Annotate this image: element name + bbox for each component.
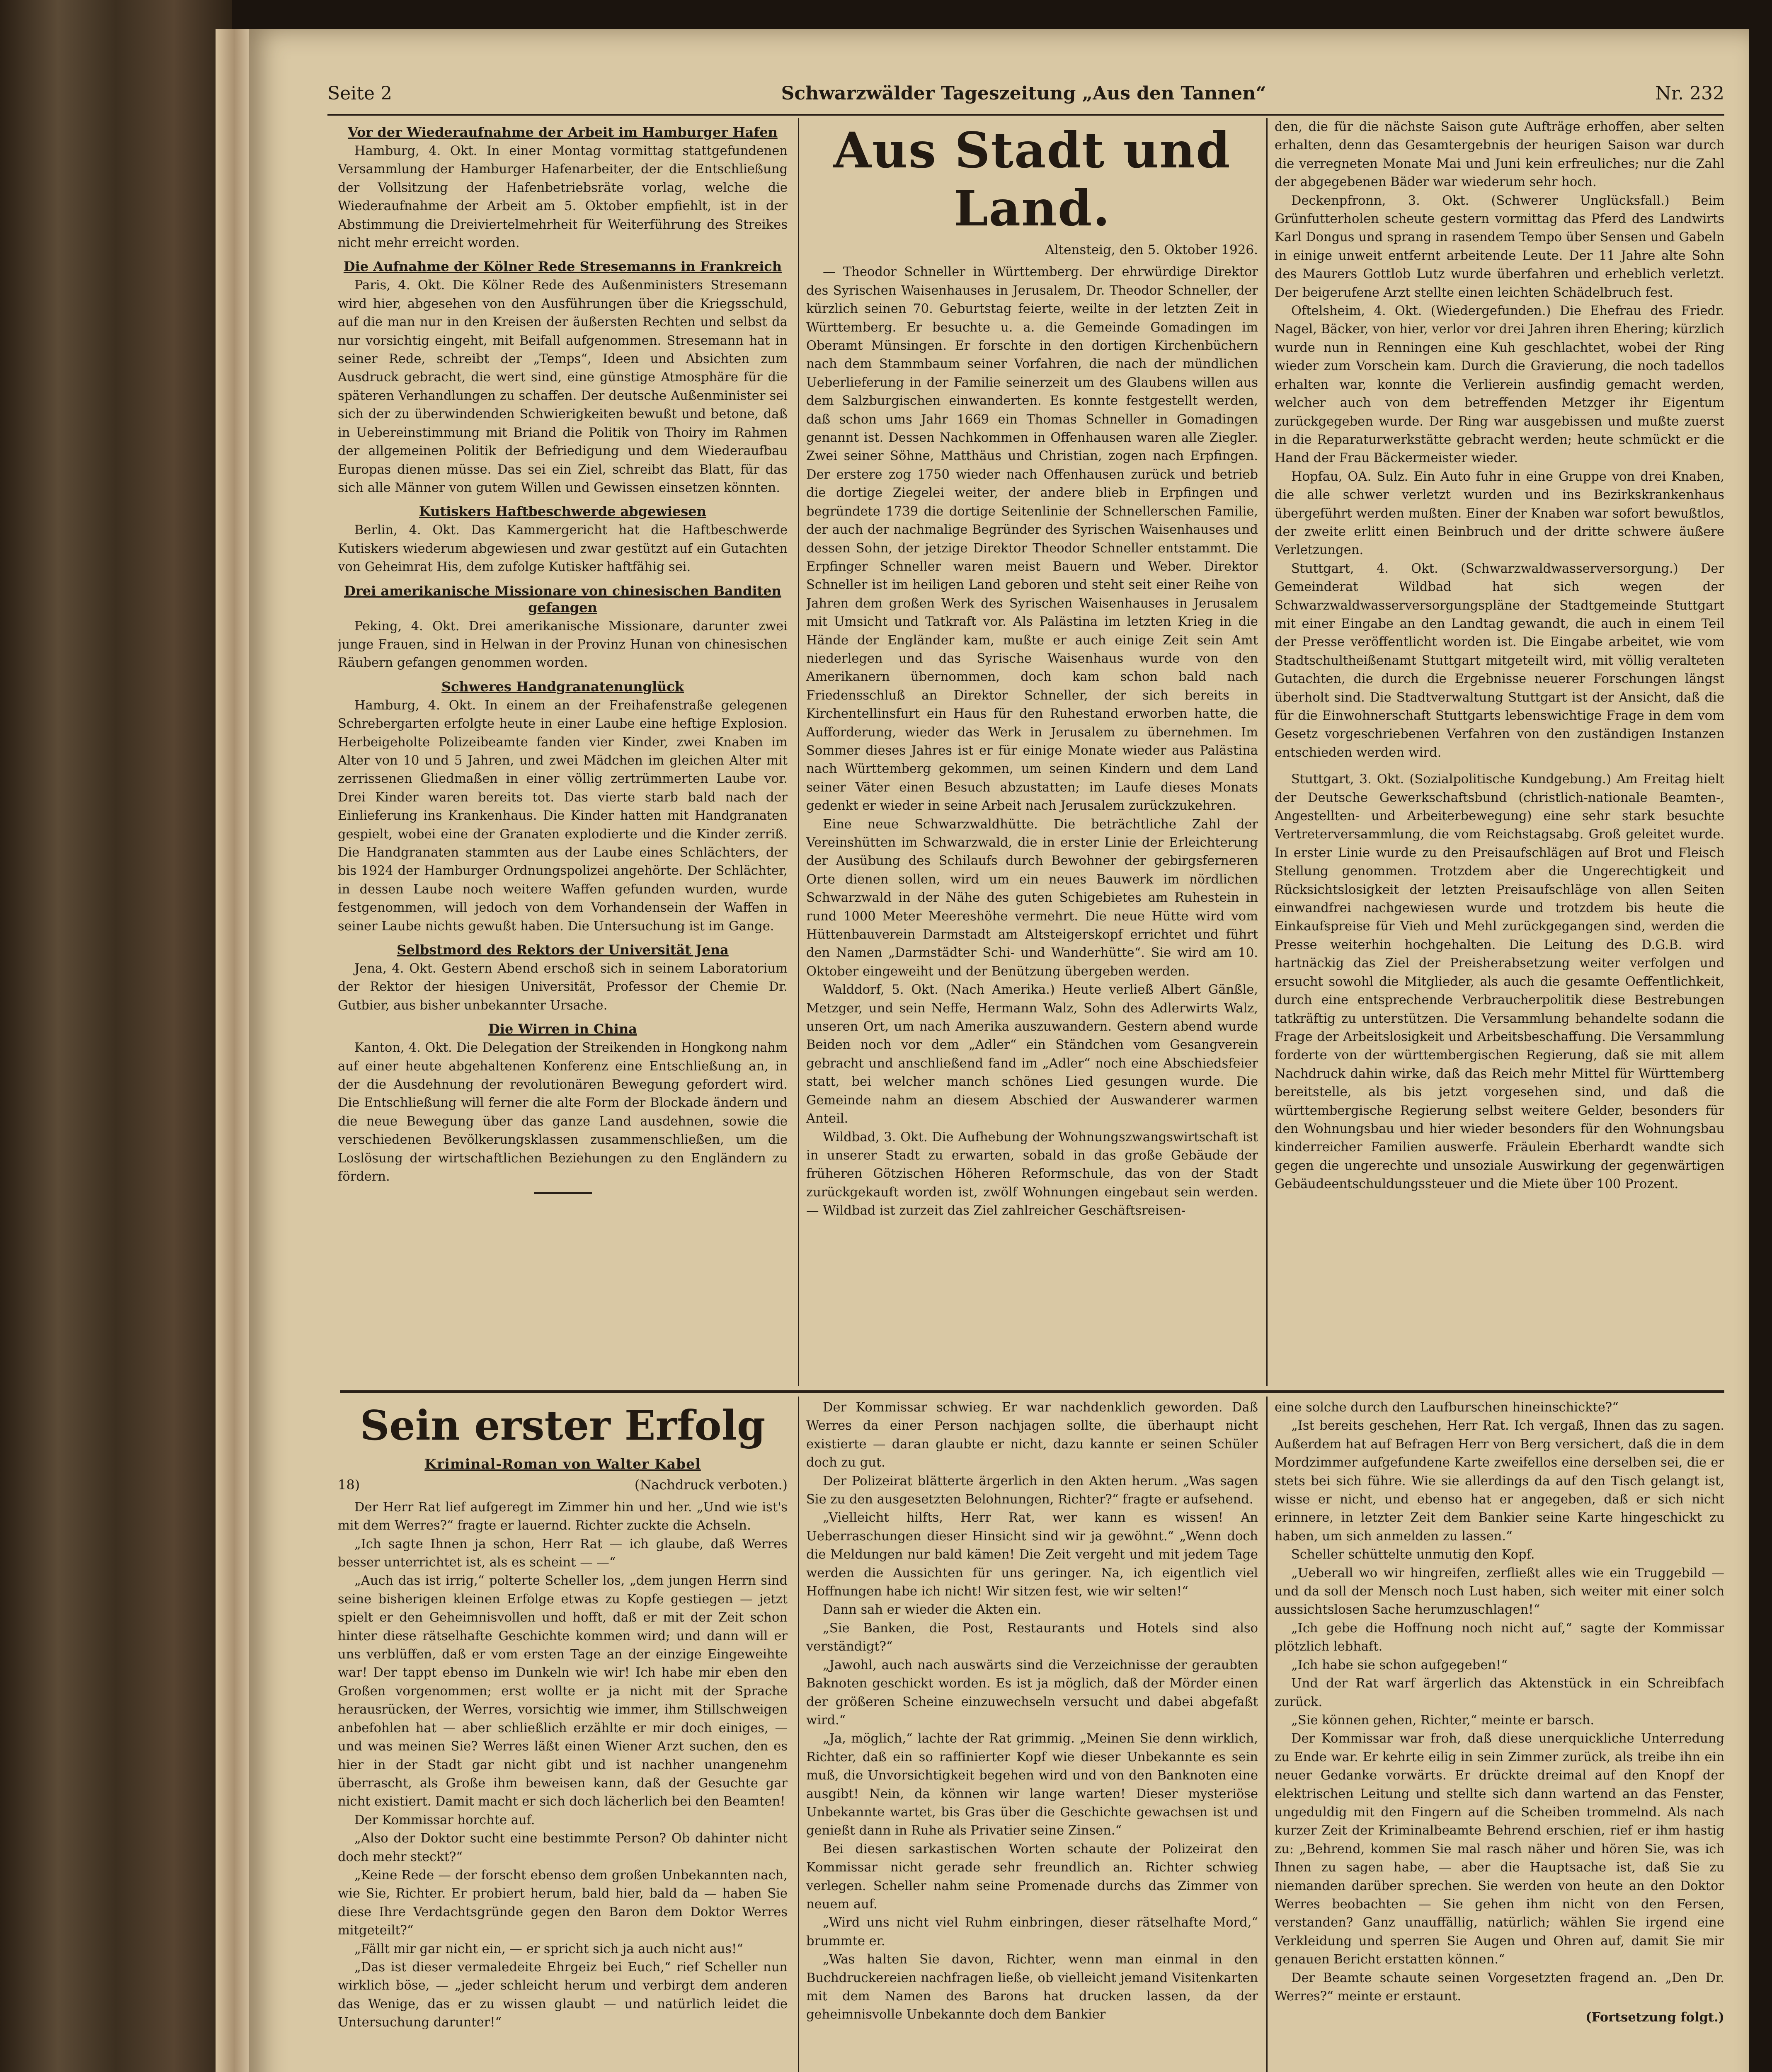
novel-paragraph: Dann sah er wieder die Akten ein. (823, 1602, 1042, 1617)
novel-paragraph: „Jawohl, auch nach auswärts sind die Verzeichnisse der geraubten Baknoten geschickt worden. Es ist ja möglich, daß der Mörder einen der größeren Scheine einzuwechseln versucht und dabei abgefaßt wird.“ (806, 1658, 1258, 1728)
novel-paragraph: Der Herr Rat lief aufgeregt im Zimmer hin und her. „Und wie ist's mit dem Werres?“ fragte er lauernd. Richter zuckte die Achseln. (338, 1500, 788, 1533)
article-text: Berlin, 4. Okt. Das Kammergericht hat die Haftbeschwerde Kutiskers wiederum abgewiesen und zwar gestützt auf ein Gutachten von Geheimrat His, dem zufolge Kutisker haftfähig sei. (338, 523, 788, 575)
novel-title: Sein erster Erfolg (360, 1402, 766, 1450)
novel-paragraph: eine solche durch den Laufburschen hineinschickte?“ (1275, 1400, 1619, 1415)
article-text: Deckenpfronn, 3. Okt. (Schwerer Unglücksfall.) Beim Grünfutterholen scheute gestern vormittag das Pferd des Landwirts Karl Dongus und sprang in rasendem Tempo über Sensen und Gabeln in einige unweit entfernt arbeitende Leute. Der 11 Jahre alte Sohn des Maurers Gottlob Lutz wurde überfahren und erheblich verletzt. Der beigerufene Arzt stellte einen leichten Schädelbruch fest. (1275, 193, 1724, 300)
novel-paragraph: „Ich sagte Ihnen ja schon, Herr Rat — ich glaube, daß Werres besser unterrichtet ist, als es scheint — —“ (338, 1537, 788, 1570)
news-column-2 (806, 118, 1258, 1386)
novel-paragraph: „Ich gebe die Hoffnung noch nicht auf,“ sagte der Kommissar plötzlich lebhaft. (1275, 1621, 1724, 1654)
novel-column-rule-2 (1266, 1397, 1268, 2072)
issue-number: Nr. 232 (1655, 82, 1724, 104)
installment-number: 18) (338, 1477, 360, 1493)
section-rule (340, 1390, 1724, 1393)
article-text: Wildbad, 3. Okt. Die Aufhebung der Wohnungszwangswirtschaft ist in unserer Stadt zu erwarten, sobald in das große Gebäude der früheren Götzischen Höheren Reformschule, das von der Stadt zurückgekauft worden ist, zwölf Wohnungen eingebaut sein werden. — Wildbad ist zurzeit das Ziel zahlreicher Geschäftsreisen- (806, 1130, 1258, 1218)
book-binding (0, 0, 232, 2072)
novel-paragraph: „Keine Rede — der forscht ebenso dem großen Unbekannten nach, wie Sie, Richter. Er probiert herum, bald hier, bald da — haben Sie diese Ihre Verdachtsgründe gegen den Baron dem Doktor Werres mitgeteilt?“ (338, 1868, 788, 1938)
novel-paragraph: Der Kommissar war froh, daß diese unerquickliche Unterredung zu Ende war. Er kehrte eilig in sein Zimmer zurück, als treibe ihn ein neuer Gedanke vorwärts. Er drückte dreimal auf den Knopf der elektrischen Leitung und stellte sich dann wartend an das Fenster, ungeduldig mit den Fingern auf die Scheiben trommelnd. Als nach kurzer Zeit der Kriminalbeamte Behrend erschien, rief er ihm hastig zu: „Behrend, kommen Sie mal rasch näher und hören Sie, was ich Ihnen zu sagen habe, — aber die Hauptsache ist, daß Sie zu niemanden darüber sprechen. Sie werden von heute an den Doktor Werres beobachten — Sie gehen ihm nicht von den Fersen, verstanden? Ganz unauffällig, natürlich; wählen Sie irgend eine Verkleidung und sperren Sie Augen und Ohren auf, damit Sie mir genauen Bericht erstatten können.“ (1275, 1731, 1724, 1967)
reprint-notice: (Nachdruck verboten.) (634, 1477, 788, 1493)
novel-paragraph: Scheller schüttelte unmutig den Kopf. (1291, 1547, 1535, 1562)
continuation-notice: (Fortsetzung folgt.) (1585, 2010, 1724, 2025)
novel-paragraph: Der Beamte schaute seinen Vorgesetzten fragend an. „Den Dr. Werres?“ meinte er erstaunt. (1275, 1970, 1724, 2004)
news-column-3 (1275, 118, 1724, 1386)
column-rule-2 (1266, 118, 1268, 1386)
dateline: Altensteig, den 5. Oktober 1926. (1045, 242, 1258, 257)
article-text: Walddorf, 5. Okt. (Nach Amerika.) Heute verließ Albert Gänßle, Metzger, und sein Neffe, Hermann Walz, Sohn des Adlerwirts Walz, unseren Ort, um nach Amerika auszuwandern. Gestern abend wurde Beiden noch vor dem „Adler“ ein Ständchen vom Gesangverein gebracht und anschließend fand im „Adler“ noch eine Abschiedsfeier statt, bei welcher manch schönes Lied gesungen wurde. Die Gemeinde nahm an diesem Abschied der Auswanderer warmen Anteil. (806, 983, 1258, 1126)
article-text: Hamburg, 4. Okt. In einer Montag vormittag stattgefundenen Versammlung der Hamburger Hafenarbeiter, der die Entschließung der Vollsitzung der Hafenbetriebsräte vorlag, welche die Wiederaufnahme der Arbeit am 5. Oktober empfiehlt, ist in der Abstimmung die Dreiviertelmehrheit für Weiterführung des Streikes nicht mehr erreicht worden. (338, 144, 788, 251)
article-headline: Selbstmord des Rektors der Universität Jena (397, 942, 729, 958)
novel-paragraph: „Das ist dieser vermaledeite Ehrgeiz bei Euch,“ rief Scheller nun wirklich böse, — „jeder schleicht herum und verbirgt dem anderen das Wenige, das er zu wissen glaubt — und natürlich leidet die Untersuchung darunter!“ (338, 1960, 788, 2030)
article-text: Oftelsheim, 4. Okt. (Wiedergefunden.) Die Ehefrau des Friedr. Nagel, Bäcker, von hier, verlor vor drei Jahren ihren Ehering; kürzlich wurde nun in Renningen eine Kuh geschlachtet, wobei der Ring wieder zum Vorschein kam. Durch die Gravierung, die noch tadellos erhalten war, konnte die Verlierein ausfindig gemacht werden, welcher auch von dem betreffenden Metzger ihr Eigentum zurückgegeben wurde. Der Ring war ausgebissen und mußte zuerst in die Reparaturwerkstätte gebracht werden; heute schmückt er die Hand der Frau Bäckermeister wieder. (1275, 304, 1724, 466)
article-text: Jena, 4. Okt. Gestern Abend erschoß sich in seinem Laboratorium der Rektor der hiesigen Universität, Professor der Chemie Dr. Gutbier, aus bisher unbekannter Ursache. (338, 961, 788, 1013)
novel-subtitle: Kriminal-Roman von Walter Kabel (424, 1456, 701, 1472)
novel-paragraph: „Also der Doktor sucht eine bestimmte Person? Ob dahinter nicht doch mehr steckt?“ (338, 1831, 788, 1864)
article-text: Paris, 4. Okt. Die Kölner Rede des Außenministers Stresemann wird hier, abgesehen von den Ausführungen über die Kriegsschuld, auf die man nur in den Kreisen der äußersten Rechten und selbst da nur vorsichtig eingeht, mit Beifall aufgenommen. Stresemann hat in seiner Rede, schreibt der „Temps“, Ideen und Absichten zum Ausdruck gebracht, die wert sind, eine günstige Atmosphäre für die späteren Verhandlungen zu schaffen. Der deutsche Außenminister sei sich der zu überwindenden Schwierigkeiten bewußt und betone, daß in Uebereinstimmung mit Briand die Politik von Thoiry im Rahmen der allgemeinen Politik der Befriedigung und dem Wiederaufbau Europas dienen müsse. Das sei ein Ziel, schreibt das Blatt, für das sich alle Männer von gutem Willen und Gewissen einsetzen könnten. (338, 278, 788, 495)
novel-column-3 (1275, 1399, 1724, 2072)
article-headline: Vor der Wiederaufnahme der Arbeit im Hamburger Hafen (348, 124, 778, 140)
novel-paragraph: Bei diesen sarkastischen Worten schaute der Polizeirat den Kommissar nicht gerade sehr freundlich an. Richter schwieg verlegen. Scheller nahm seine Promenade durchs das Zimmer von neuem auf. (806, 1842, 1258, 1912)
novel-paragraph: „Was halten Sie davon, Richter, wenn man einmal in den Buchdruckereien nachfragen ließe, ob vielleicht jemand Visitenkarten mit dem Namen des Barons hat drucken lassen, da der geheimnisvolle Unbekannte doch dem Bankier (806, 1952, 1258, 2022)
article-headline: Die Wirren in China (488, 1021, 637, 1037)
novel-paragraph: „Wird uns nicht viel Ruhm einbringen, dieser rätselhafte Mord,“ brummte er. (806, 1915, 1258, 1949)
novel-paragraph: „Fällt mir gar nicht ein, — er spricht sich ja auch nicht aus!“ (354, 1941, 743, 1956)
novel-paragraph: „Sie Banken, die Post, Restaurants und Hotels sind also verständigt?“ (806, 1621, 1258, 1654)
article-headline: Kutiskers Haftbeschwerde abgewiesen (419, 503, 707, 520)
novel-paragraph: „Ja, möglich,“ lachte der Rat grimmig. „Meinen Sie denn wirklich, Richter, daß ein so raffinierter Kopf wie dieser Unbekannte es sein muß, die Unvorsichtigkeit begehen wird und von den Banknoten eine ausgibt! Nein, da können wir lange warten! Dieser mysteriöse Unbekannte wartet, bis Gras über die Geschichte gewachsen ist und genießt dann in Ruhe als Privatier seine Zinsen.“ (806, 1731, 1258, 1838)
header-rule (327, 114, 1724, 116)
news-column-1 (338, 118, 788, 1386)
novel-paragraph: „Sie können gehen, Richter,“ meinte er barsch. (1291, 1713, 1595, 1728)
article-headline: Die Aufnahme der Kölner Rede Stresemanns in Frankreich (343, 259, 782, 275)
novel-column-rule-1 (798, 1397, 799, 2072)
article-text: Hamburg, 4. Okt. In einem an der Freihafenstraße gelegenen Schrebergarten erfolgte heute in einer Laube eine heftige Explosion. Herbeigeholte Polizeibeamte fanden vier Kinder, zwei Knaben im Alter von 10 und 5 Jahren, und zwei Mädchen im gleichen Alter mit zerrissenen Gliedmaßen in einer völlig zertrümmerten Laube vor. Drei Kinder waren bereits tot. Das vierte starb bald nach der Einlieferung ins Krankenhaus. Die Kinder hatten mit Handgranaten gespielt, wobei eine der Granaten explodierte und die Kinder zerriß. Die Handgranaten stammten aus der Laube eines Schlächters, der bis 1924 der Hamburger Ordnungspolizei angehörte. Der Schlächter, in dessen Laube noch weitere Waffen gefunden wurden, wurde festgenommen, will jedoch von dem Vorhandensein der Waffen in seiner Laube nichts gewußt haben. Die Untersuchung ist im Gange. (338, 698, 788, 934)
newspaper-title: Schwarzwälder Tageszeitung „Aus den Tannen“ (781, 82, 1266, 104)
article-text: den, die für die nächste Saison gute Aufträge erhoffen, aber selten erhalten, denn das Gesamtergebnis der heurigen Saison war durch die verregneten Monate Mai und Juni kein erfreuliches; nur die Zahl der abgegebenen Bäder war wiederum sehr hoch. (1275, 120, 1724, 190)
page-header (327, 79, 1724, 108)
article-text: Peking, 4. Okt. Drei amerikanische Missionare, darunter zwei junge Frauen, sind in Helwan in der Provinz Hunan von chinesischen Räubern gefangen genommen worden. (338, 619, 788, 670)
article-text: Eine neue Schwarzwaldhütte. Die beträchtliche Zahl der Vereinshütten im Schwarzwald, die in erster Linie der Erleichterung der Ausübung des Schilaufs durch Bewohner der gebirgsferneren Orte dienen sollen, wird um ein neues Bauwerk im nördlichen Schwarzwald in der Nähe des guten Schigebietes am Ruhestein in rund 1000 Meter Meereshöhe vermehrt. Die neue Hütte wird vom Hüttenbauverein Darmstadt am Altsteigerskopf errichtet und führt den Namen „Darmstädter Schi- und Wanderhütte“. Sie wird am 10. Oktober eingeweiht und der Benützung übergeben werden. (806, 817, 1258, 979)
novel-column-1 (338, 1399, 788, 2072)
novel-paragraph: Und der Rat warf ärgerlich das Aktenstück in ein Schreibfach zurück. (1275, 1676, 1724, 1709)
novel-paragraph: Der Kommissar schwieg. Er war nachdenklich geworden. Daß Werres da einer Person nachjagen sollte, die überhaupt nicht existierte — daran glaubte er nicht, dazu kannte er seinen Schüler doch zu gut. (806, 1400, 1258, 1470)
column-rule-1 (798, 118, 799, 1386)
novel-paragraph: „Ist bereits geschehen, Herr Rat. Ich vergaß, Ihnen das zu sagen. Außerdem hat auf Befragen Herr von Berg versichert, daß die in dem Mordzimmer aufgefundene Karte zweifellos eine derselben sei, die er stets bei sich führe. Wie sie allerdings da auf den Tisch gelangt ist, wisse er nicht, und ebenso hat er angegeben, daß er sich nicht erinnere, in letzter Zeit dem Bankier seine Karte hingeschickt zu haben, um sich anmelden zu lassen.“ (1275, 1418, 1724, 1544)
novel-paragraph: Der Polizeirat blätterte ärgerlich in den Akten herum. „Was sagen Sie zu den ausgesetzten Belohnungen, Richter?“ fragte er aufsehend. (806, 1474, 1258, 1507)
novel-paragraph: Der Kommissar horchte auf. (354, 1813, 535, 1828)
article-text: Stuttgart, 3. Okt. (Sozialpolitische Kundgebung.) Am Freitag hielt der Deutsche Gewerkschaftsbund (christlich-nationale Beamten-, Angestellten- und Arbeiterbewegung) eine sehr stark besuchte Vertreterversammlung, die vom Reichstagsabg. Groß geleitet wurde. In erster Linie wurde zu den Preisaufschlägen auf Brot und Fleisch Stellung genommen. Trotzdem aber die Ungerechtigkeit und Rücksichtslosigkeit der letzten Preisaufschläge von allen Seiten einwandfrei nachgewiesen wurde und trotzdem bis heute die Einkaufspreise für Vieh und Mehl zurückgegangen sind, werden die Presse weiterhin hochgehalten. Die Leitung des D.G.B. wird hartnäckig das Ziel der Preisherabsetzung weiter verfolgen und ersucht sowohl die Mitglieder, als auch die gesamte Oeffentlichkeit, durch eine entsprechende Verbraucherpolitik diese Bestrebungen tatkräftig zu unterstützen. Die Versammlung behandelte sodann die Frage der Arbeitslosigkeit und Arbeitsbeschaffung. Die Versammlung forderte von der württembergischen Regierung, daß sie mit allem Nachdruck dahin wirke, daß das Reich mehr Mittel für Württemberg bereitstelle, als bis jetzt vorgesehen sind, und daß die württembergische Regierung selbst weitere Gelder, besonders für den Wohnungsbau und hier wieder besonders für den Wohnungsbau kinderreicher Familien auswerfe. Fräulein Eberhardt wandte sich gegen die ungerechte und unsoziale Auswirkung der gegenwärtigen Gebäudeentschuldungssteuer und die Miete über 100 Prozent. (1275, 772, 1724, 1192)
article-headline: Schweres Handgranatenunglück (441, 678, 684, 695)
installment-line (338, 1476, 788, 1494)
book-page-edges (216, 29, 253, 2072)
novel-paragraph: „Vielleicht hilfts, Herr Rat, wer kann es wissen! An Ueberraschungen dieser Hinsicht sind wir ja gewöhnt.“ „Wenn doch die Meldungen nur bald kämen! Die Zeit vergeht und mit jedem Tage werden die Aussichten für uns geringer. Na, ich eigentlich viel Hoffnungen habe ich nicht! Wir sitzen fest, wie wir selten!“ (806, 1510, 1258, 1599)
novel-paragraph: „Auch das ist irrig,“ polterte Scheller los, „dem jungen Herrn sind seine bisherigen kleinen Erfolge etwas zu Kopfe gestiegen — jetzt spielt er den Geheimnisvollen und hofft, daß er mit der Zeit schon hinter diese rätselhafte Geschichte kommen wird; und dann will er uns verblüffen, daß er vom ersten Tage an der einzige Eingeweihte war! Der tappt ebenso im Dunkeln wie wir! Ich habe mir eben den Großen vorgenommen; erst wollte er ja nicht mit der Sprache herausrücken, der Werres, vorsichtig wie immer, ihm Stillschweigen anbefohlen hat — aber schließlich erzählte er mir doch einiges, — und was meinen Sie? Werres läßt einen Wiener Arzt suchen, den es hier in der Stadt gar nicht gibt und ist nachher unangenehm überrascht, als Große ihm beweisen kann, daß der Gesuchte gar nicht existiert. Damit macht er sich doch lächerlich bei den Beamten! (338, 1573, 788, 1809)
article-text: Hopfau, OA. Sulz. Ein Auto fuhr in eine Gruppe von drei Knaben, die alle schwer verletzt wurden und ins Bezirkskrankenhaus übergeführt werden mußten. Einer der Knaben war sofort bewußtlos, der zweite erlitt einen Beinbruch und der dritte schwere äußere Verletzungen. (1275, 469, 1724, 558)
article-headline: Drei amerikanische Missionare von chinesischen Banditen gefangen (344, 583, 781, 615)
novel-column-2 (806, 1399, 1258, 2072)
newspaper-page (249, 29, 1749, 2072)
article-text: — Theodor Schneller in Württemberg. Der ehrwürdige Direktor des Syrischen Waisenhauses in Jerusalem, Dr. Theodor Schneller, der kürzlich seinen 70. Geburtstag feierte, weilte in der letzten Zeit in Württemberg. Er besuchte u. a. die Gemeinde Gomadingen im Oberamt Münsingen. Er forschte in den dortigen Kirchenbüchern nach dem Stammbaum seiner Vorfahren, die nach der mündlichen Ueberlieferung in der Familie seinerzeit um des Glaubens willen aus dem Salzburgischen einwanderten. Es konnte festgestellt werden, daß schon ums Jahr 1669 ein Thomas Schneller in Gomadingen genannt ist. Dessen Nachkommen in Offenhausen waren alle Ziegler. Zwei seiner Söhne, Matthäus und Christian, zogen nach Erpfingen. Der erstere zog 1750 wieder nach Offenhausen zurück und betrieb die dortige Ziegelei weiter, der andere blieb in Erpfingen und begründete 1739 die dortige Seitenlinie der Schnellerschen Familie, der auch der nachmalige Begründer des Syrischen Waisenhauses und dessen Sohn, der jetzige Direktor Theodor Schneller entstammt. Die Erpfinger Schneller waren meist Bauern und Weber. Direktor Schneller ist im heiligen Land geboren und steht seit einer Reihe von Jahren dem großen Werk des Syrischen Waisenhauses in Jerusalem mit Umsicht und Tatkraft vor. Als Palästina im letzten Krieg in die Hände der Engländer kam, mußte er auch einige Zeit sein Amt niederlegen und das Syrische Waisenhaus wurde von den Amerikanern übernommen, doch kam schon bald nach Friedensschluß an Direktor Schneller, der sich bereits in Kirchentellinsfurt ein Haus für den Ruhestand erworben hatte, die Aufforderung, wieder das Werk in Jerusalem zu übernehmen. Im Sommer dieses Jahres ist er für einige Monate wieder aus Palästina nach Württemberg gekommen, um seinen Kindern und dem Land seiner Väter einen Besuch abzustatten; im Laufe dieses Monats gedenkt er wieder in seine Arbeit nach Jerusalem zurückzukehren. (806, 265, 1258, 813)
page-number: Seite 2 (327, 82, 392, 104)
novel-paragraph: „Ueberall wo wir hingreifen, zerfließt alles wie ein Truggebild — und da soll der Mensch noch Lust haben, sich weiter mit einer solch aussichtslosen Sache herumzuschlagen!“ (1275, 1566, 1724, 1617)
novel-paragraph: „Ich habe sie schon aufgegeben!“ (1291, 1658, 1508, 1673)
end-separator (534, 1192, 592, 1194)
section-masthead: Aus Stadt und Land. (833, 121, 1231, 237)
article-text: Stuttgart, 4. Okt. (Schwarzwaldwasserversorgung.) Der Gemeinderat Wildbad hat sich wegen der Schwarzwaldwasserversorgungspläne der Stadtgemeinde Stuttgart mit einer Eingabe an den Landtag gewandt, die auch in einem Teil der Presse veröffentlicht worden ist. Die Eingabe arbeitet, wie vom Stadtschultheißenamt Stuttgart mitgeteilt wird, mit völlig veralteten Gutachten, die durch die Ergebnisse neuerer Forschungen längst überholt sind. Die Stadtverwaltung Stuttgart ist der Ansicht, daß die für die Einwohnerschaft Stuttgarts lebenswichtige Frage in dem vom Gesetz vorgeschriebenen Verfahren von den zuständigen Instanzen entschieden werden wird. (1275, 561, 1724, 760)
article-text: Kanton, 4. Okt. Die Delegation der Streikenden in Hongkong nahm auf einer heute abgehaltenen Konferenz eine Entschließung an, in der die Ausdehnung der revolutionären Bewegung gefordert wird. Die Entschließung will ferner die alte Form der Blockade ändern und die neue Bewegung über das ganze Land ausdehnen, sowie die verschiedenen Bevölkerungsklassen zusammenschließen, um die Loslösung der wirtschaftlichen Beziehungen zu den Engländern zu fördern. (338, 1041, 788, 1184)
